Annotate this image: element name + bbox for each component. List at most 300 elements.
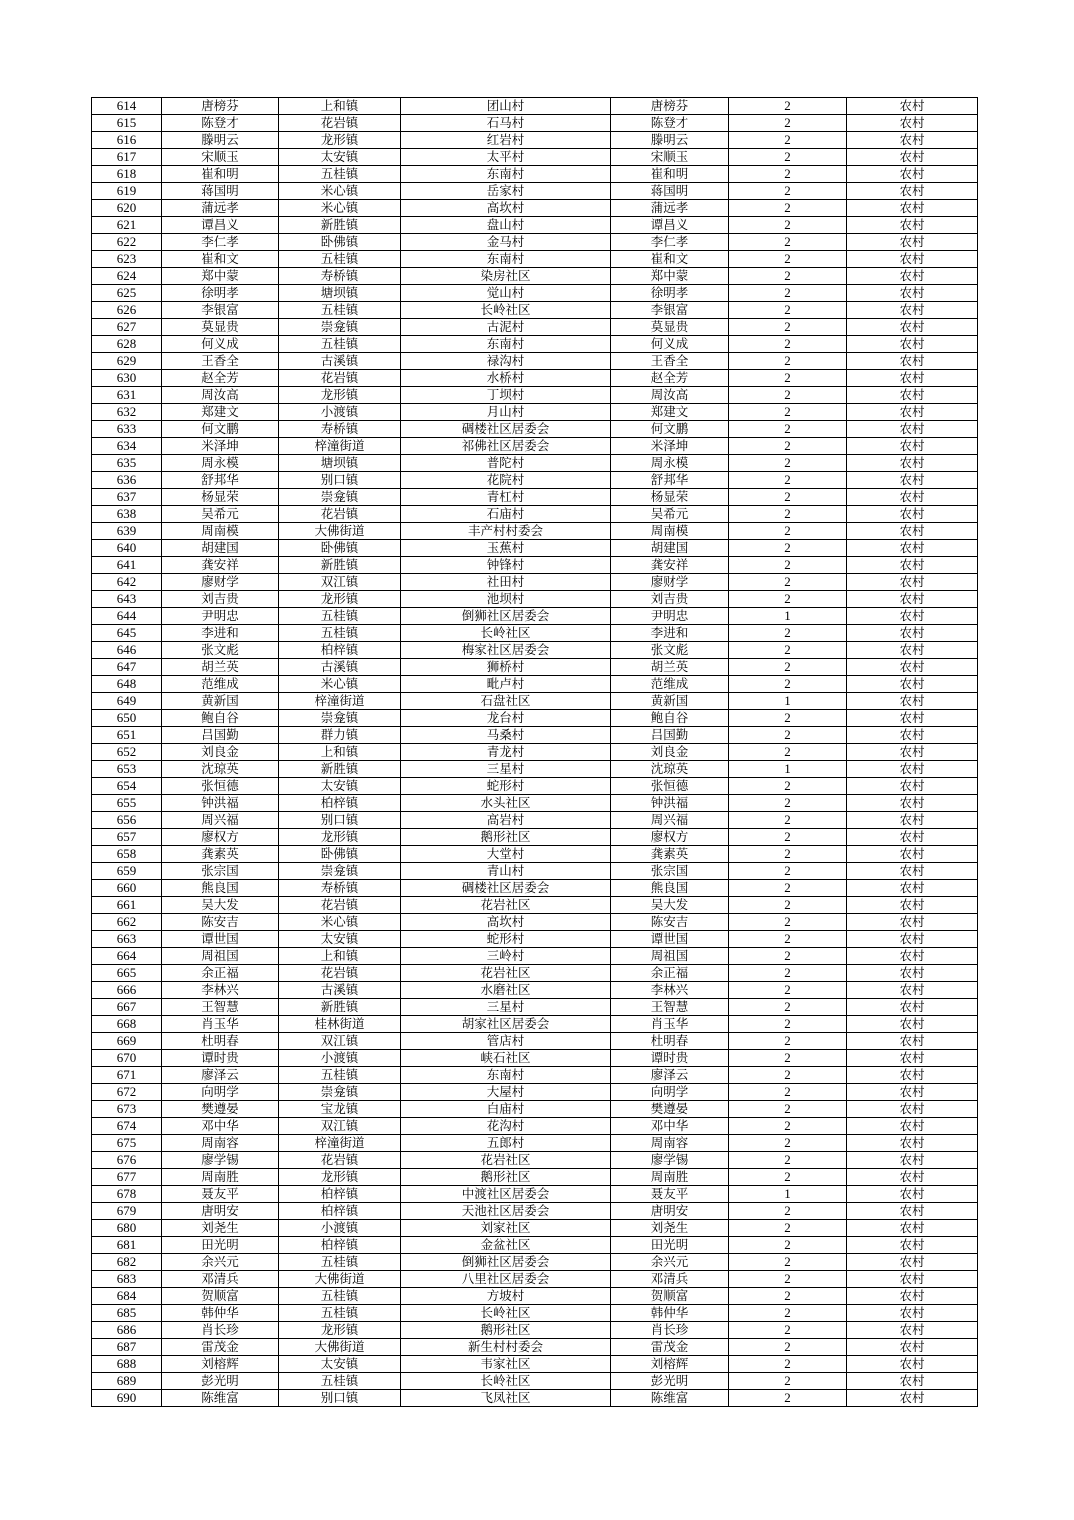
table-row: [92, 149, 978, 166]
count-cell: 2: [729, 1339, 847, 1356]
category-cell: 农村: [847, 1271, 978, 1288]
town-cell: 群力镇: [279, 727, 401, 744]
table-row: [92, 761, 978, 778]
row-number-cell: 677: [92, 1169, 162, 1186]
count-cell: 2: [729, 795, 847, 812]
applicant-name-cell: 陈登才: [162, 115, 279, 132]
count-cell: 2: [729, 642, 847, 659]
village-cell: 普陀村: [401, 455, 611, 472]
applicant-name-cell: 沈琼英: [162, 761, 279, 778]
row-number-cell: 647: [92, 659, 162, 676]
village-cell: 东南村: [401, 1067, 611, 1084]
town-cell: 古溪镇: [279, 982, 401, 999]
town-cell: 塘坝镇: [279, 285, 401, 302]
row-number-cell: 633: [92, 421, 162, 438]
category-cell: 农村: [847, 659, 978, 676]
category-cell: 农村: [847, 1390, 978, 1407]
village-cell: 石盘社区: [401, 693, 611, 710]
town-cell: 米心镇: [279, 183, 401, 200]
count-cell: 2: [729, 217, 847, 234]
applicant-name-cell: 周祖国: [162, 948, 279, 965]
category-cell: 农村: [847, 676, 978, 693]
town-cell: 宝龙镇: [279, 1101, 401, 1118]
table-row: [92, 1237, 978, 1254]
village-cell: 刘家社区: [401, 1220, 611, 1237]
row-number-cell: 672: [92, 1084, 162, 1101]
count-cell: 2: [729, 421, 847, 438]
village-cell: 长岭社区: [401, 1305, 611, 1322]
applicant-name-cell: 樊遵晏: [162, 1101, 279, 1118]
row-number-cell: 665: [92, 965, 162, 982]
applicant-name-cell: 范维成: [162, 676, 279, 693]
table-row: [92, 914, 978, 931]
payee-name-cell: 龚安祥: [611, 557, 729, 574]
payee-name-cell: 谭时贵: [611, 1050, 729, 1067]
applicant-name-cell: 刘良金: [162, 744, 279, 761]
category-cell: 农村: [847, 115, 978, 132]
town-cell: 太安镇: [279, 1356, 401, 1373]
table-row: [92, 676, 978, 693]
payee-name-cell: 邓中华: [611, 1118, 729, 1135]
applicant-name-cell: 吴大发: [162, 897, 279, 914]
town-cell: 花岩镇: [279, 965, 401, 982]
row-number-cell: 643: [92, 591, 162, 608]
row-number-cell: 629: [92, 353, 162, 370]
village-cell: 东南村: [401, 166, 611, 183]
row-number-cell: 654: [92, 778, 162, 795]
table-row: [92, 897, 978, 914]
category-cell: 农村: [847, 132, 978, 149]
row-number-cell: 648: [92, 676, 162, 693]
count-cell: 1: [729, 1186, 847, 1203]
village-cell: 天池社区居委会: [401, 1203, 611, 1220]
payee-name-cell: 周汝高: [611, 387, 729, 404]
town-cell: 五桂镇: [279, 1373, 401, 1390]
village-cell: 方坡村: [401, 1288, 611, 1305]
payee-name-cell: 陈安吉: [611, 914, 729, 931]
row-number-cell: 686: [92, 1322, 162, 1339]
village-cell: 金盆社区: [401, 1237, 611, 1254]
payee-name-cell: 黄新国: [611, 693, 729, 710]
category-cell: 农村: [847, 506, 978, 523]
category-cell: 农村: [847, 217, 978, 234]
row-number-cell: 641: [92, 557, 162, 574]
count-cell: 2: [729, 268, 847, 285]
category-cell: 农村: [847, 914, 978, 931]
applicant-name-cell: 周永模: [162, 455, 279, 472]
count-cell: 2: [729, 1356, 847, 1373]
town-cell: 柏梓镇: [279, 642, 401, 659]
village-cell: 鹅形社区: [401, 1322, 611, 1339]
category-cell: 农村: [847, 421, 978, 438]
table-row: [92, 812, 978, 829]
applicant-name-cell: 谭昌义: [162, 217, 279, 234]
town-cell: 五桂镇: [279, 1254, 401, 1271]
applicant-name-cell: 谭世国: [162, 931, 279, 948]
count-cell: 2: [729, 676, 847, 693]
table-row: [92, 217, 978, 234]
payee-name-cell: 刘榕辉: [611, 1356, 729, 1373]
table-row: [92, 1016, 978, 1033]
table-row: [92, 948, 978, 965]
table-row: [92, 1169, 978, 1186]
town-cell: 小渡镇: [279, 1050, 401, 1067]
village-cell: 水磨社区: [401, 982, 611, 999]
village-cell: 红岩村: [401, 132, 611, 149]
applicant-name-cell: 蒲远孝: [162, 200, 279, 217]
table-row: [92, 1288, 978, 1305]
category-cell: 农村: [847, 302, 978, 319]
row-number-cell: 675: [92, 1135, 162, 1152]
table-row: [92, 710, 978, 727]
table-row: [92, 982, 978, 999]
village-cell: 峡石社区: [401, 1050, 611, 1067]
category-cell: 农村: [847, 642, 978, 659]
category-cell: 农村: [847, 863, 978, 880]
table-row: [92, 965, 978, 982]
category-cell: 农村: [847, 1373, 978, 1390]
applicant-name-cell: 廖泽云: [162, 1067, 279, 1084]
table-row: [92, 540, 978, 557]
category-cell: 农村: [847, 965, 978, 982]
table-row: [92, 251, 978, 268]
row-number-cell: 658: [92, 846, 162, 863]
category-cell: 农村: [847, 1186, 978, 1203]
category-cell: 农村: [847, 710, 978, 727]
applicant-name-cell: 彭光明: [162, 1373, 279, 1390]
applicant-name-cell: 陈安吉: [162, 914, 279, 931]
category-cell: 农村: [847, 1203, 978, 1220]
count-cell: 2: [729, 914, 847, 931]
payee-name-cell: 米泽坤: [611, 438, 729, 455]
payee-name-cell: 谭昌义: [611, 217, 729, 234]
applicant-name-cell: 邓中华: [162, 1118, 279, 1135]
village-cell: 高岩村: [401, 812, 611, 829]
payee-name-cell: 胡建国: [611, 540, 729, 557]
row-number-cell: 667: [92, 999, 162, 1016]
row-number-cell: 649: [92, 693, 162, 710]
table-row: [92, 1033, 978, 1050]
count-cell: 2: [729, 472, 847, 489]
table-row: [92, 387, 978, 404]
table-row: [92, 1356, 978, 1373]
row-number-cell: 680: [92, 1220, 162, 1237]
village-cell: 碉楼社区居委会: [401, 880, 611, 897]
town-cell: 崇龛镇: [279, 489, 401, 506]
village-cell: 八里社区居委会: [401, 1271, 611, 1288]
village-cell: 倒狮社区居委会: [401, 608, 611, 625]
payee-name-cell: 邓清兵: [611, 1271, 729, 1288]
applicant-name-cell: 鲍自谷: [162, 710, 279, 727]
applicant-name-cell: 廖财学: [162, 574, 279, 591]
payee-name-cell: 余兴元: [611, 1254, 729, 1271]
count-cell: 2: [729, 1237, 847, 1254]
town-cell: 别口镇: [279, 1390, 401, 1407]
applicant-name-cell: 王香全: [162, 353, 279, 370]
applicant-name-cell: 龚安祥: [162, 557, 279, 574]
town-cell: 花岩镇: [279, 115, 401, 132]
table-row: [92, 523, 978, 540]
table-row: [92, 659, 978, 676]
count-cell: 2: [729, 353, 847, 370]
row-number-cell: 636: [92, 472, 162, 489]
payee-name-cell: 蒋国明: [611, 183, 729, 200]
town-cell: 龙形镇: [279, 387, 401, 404]
town-cell: 卧佛镇: [279, 234, 401, 251]
town-cell: 米心镇: [279, 676, 401, 693]
category-cell: 农村: [847, 795, 978, 812]
payee-name-cell: 王香全: [611, 353, 729, 370]
count-cell: 2: [729, 1033, 847, 1050]
count-cell: 2: [729, 965, 847, 982]
payee-name-cell: 吴希元: [611, 506, 729, 523]
applicant-name-cell: 何义成: [162, 336, 279, 353]
applicant-name-cell: 肖玉华: [162, 1016, 279, 1033]
town-cell: 上和镇: [279, 98, 401, 115]
payee-name-cell: 郑中蒙: [611, 268, 729, 285]
row-number-cell: 663: [92, 931, 162, 948]
count-cell: 2: [729, 336, 847, 353]
town-cell: 崇龛镇: [279, 319, 401, 336]
village-cell: 月山村: [401, 404, 611, 421]
town-cell: 桂林街道: [279, 1016, 401, 1033]
table-row: [92, 438, 978, 455]
town-cell: 米心镇: [279, 914, 401, 931]
table-row: [92, 846, 978, 863]
applicant-name-cell: 米泽坤: [162, 438, 279, 455]
payee-name-cell: 舒邦华: [611, 472, 729, 489]
category-cell: 农村: [847, 574, 978, 591]
applicant-name-cell: 吴希元: [162, 506, 279, 523]
category-cell: 农村: [847, 387, 978, 404]
town-cell: 古溪镇: [279, 659, 401, 676]
applicant-name-cell: 胡兰英: [162, 659, 279, 676]
village-cell: 花岩社区: [401, 965, 611, 982]
town-cell: 双江镇: [279, 1118, 401, 1135]
table-row: [92, 727, 978, 744]
applicant-name-cell: 余正福: [162, 965, 279, 982]
table-row: [92, 574, 978, 591]
town-cell: 崇龛镇: [279, 863, 401, 880]
category-cell: 农村: [847, 438, 978, 455]
category-cell: 农村: [847, 761, 978, 778]
town-cell: 五桂镇: [279, 302, 401, 319]
count-cell: 2: [729, 404, 847, 421]
row-number-cell: 640: [92, 540, 162, 557]
table-row: [92, 234, 978, 251]
row-number-cell: 628: [92, 336, 162, 353]
count-cell: 2: [729, 1084, 847, 1101]
count-cell: 2: [729, 1254, 847, 1271]
count-cell: 2: [729, 1067, 847, 1084]
table-row: [92, 302, 978, 319]
payee-name-cell: 杨显荣: [611, 489, 729, 506]
village-cell: 丁坝村: [401, 387, 611, 404]
applicant-name-cell: 周南胜: [162, 1169, 279, 1186]
applicant-name-cell: 熊良国: [162, 880, 279, 897]
payee-name-cell: 谭世国: [611, 931, 729, 948]
table-row: [92, 1220, 978, 1237]
table-row: [92, 744, 978, 761]
town-cell: 花岩镇: [279, 897, 401, 914]
count-cell: 2: [729, 438, 847, 455]
applicant-name-cell: 雷茂金: [162, 1339, 279, 1356]
count-cell: 2: [729, 931, 847, 948]
row-number-cell: 627: [92, 319, 162, 336]
payee-name-cell: 廖权方: [611, 829, 729, 846]
town-cell: 五桂镇: [279, 1067, 401, 1084]
payee-name-cell: 赵全芳: [611, 370, 729, 387]
table-row: [92, 1050, 978, 1067]
table-row: [92, 931, 978, 948]
applicant-name-cell: 张文彪: [162, 642, 279, 659]
town-cell: 梓潼街道: [279, 438, 401, 455]
count-cell: 2: [729, 659, 847, 676]
row-number-cell: 637: [92, 489, 162, 506]
row-number-cell: 683: [92, 1271, 162, 1288]
payee-name-cell: 陈登才: [611, 115, 729, 132]
count-cell: 2: [729, 149, 847, 166]
count-cell: 2: [729, 897, 847, 914]
town-cell: 龙形镇: [279, 132, 401, 149]
applicant-name-cell: 李林兴: [162, 982, 279, 999]
row-number-cell: 662: [92, 914, 162, 931]
payee-name-cell: 肖玉华: [611, 1016, 729, 1033]
applicant-name-cell: 刘尧生: [162, 1220, 279, 1237]
village-cell: 钟锋村: [401, 557, 611, 574]
village-cell: 染房社区: [401, 268, 611, 285]
category-cell: 农村: [847, 693, 978, 710]
town-cell: 龙形镇: [279, 591, 401, 608]
category-cell: 农村: [847, 1237, 978, 1254]
payee-name-cell: 滕明云: [611, 132, 729, 149]
table-row: [92, 353, 978, 370]
village-cell: 水头社区: [401, 795, 611, 812]
category-cell: 农村: [847, 931, 978, 948]
table-row: [92, 1271, 978, 1288]
applicant-name-cell: 赵全芳: [162, 370, 279, 387]
payee-name-cell: 周南模: [611, 523, 729, 540]
table-row: [92, 1339, 978, 1356]
payee-name-cell: 向明学: [611, 1084, 729, 1101]
village-cell: 祁佛社区居委会: [401, 438, 611, 455]
town-cell: 花岩镇: [279, 1152, 401, 1169]
applicant-name-cell: 韩仲华: [162, 1305, 279, 1322]
row-number-cell: 656: [92, 812, 162, 829]
village-cell: 花沟村: [401, 1118, 611, 1135]
table-row: [92, 1118, 978, 1135]
village-cell: 岳家村: [401, 183, 611, 200]
register-table: [91, 97, 978, 1407]
payee-name-cell: 刘吉贵: [611, 591, 729, 608]
row-number-cell: 668: [92, 1016, 162, 1033]
count-cell: 2: [729, 200, 847, 217]
applicant-name-cell: 李仁孝: [162, 234, 279, 251]
category-cell: 农村: [847, 727, 978, 744]
count-cell: 2: [729, 727, 847, 744]
payee-name-cell: 廖学锡: [611, 1152, 729, 1169]
payee-name-cell: 聂友平: [611, 1186, 729, 1203]
payee-name-cell: 刘尧生: [611, 1220, 729, 1237]
row-number-cell: 616: [92, 132, 162, 149]
payee-name-cell: 郑建文: [611, 404, 729, 421]
row-number-cell: 625: [92, 285, 162, 302]
payee-name-cell: 熊良国: [611, 880, 729, 897]
count-cell: 2: [729, 1101, 847, 1118]
village-cell: 石马村: [401, 115, 611, 132]
village-cell: 长岭社区: [401, 1373, 611, 1390]
village-cell: 中渡社区居委会: [401, 1186, 611, 1203]
table-body: [92, 98, 978, 1407]
town-cell: 大佛街道: [279, 1271, 401, 1288]
table-row: [92, 421, 978, 438]
row-number-cell: 614: [92, 98, 162, 115]
count-cell: 2: [729, 387, 847, 404]
table-row: [92, 625, 978, 642]
table-row: [92, 1373, 978, 1390]
applicant-name-cell: 廖权方: [162, 829, 279, 846]
count-cell: 2: [729, 1050, 847, 1067]
row-number-cell: 659: [92, 863, 162, 880]
applicant-name-cell: 何文鹏: [162, 421, 279, 438]
row-number-cell: 678: [92, 1186, 162, 1203]
payee-name-cell: 何义成: [611, 336, 729, 353]
village-cell: 碉楼社区居委会: [401, 421, 611, 438]
village-cell: 白庙村: [401, 1101, 611, 1118]
town-cell: 双江镇: [279, 1033, 401, 1050]
payee-name-cell: 王智慧: [611, 999, 729, 1016]
category-cell: 农村: [847, 268, 978, 285]
category-cell: 农村: [847, 591, 978, 608]
applicant-name-cell: 吕国勤: [162, 727, 279, 744]
applicant-name-cell: 王智慧: [162, 999, 279, 1016]
town-cell: 五桂镇: [279, 608, 401, 625]
count-cell: 2: [729, 183, 847, 200]
table-row: [92, 880, 978, 897]
category-cell: 农村: [847, 183, 978, 200]
table-row: [92, 863, 978, 880]
category-cell: 农村: [847, 1254, 978, 1271]
town-cell: 柏梓镇: [279, 1203, 401, 1220]
village-cell: 鹅形社区: [401, 829, 611, 846]
row-number-cell: 635: [92, 455, 162, 472]
category-cell: 农村: [847, 149, 978, 166]
count-cell: 2: [729, 523, 847, 540]
applicant-name-cell: 崔和明: [162, 166, 279, 183]
row-number-cell: 646: [92, 642, 162, 659]
category-cell: 农村: [847, 1033, 978, 1050]
village-cell: 大屋村: [401, 1084, 611, 1101]
payee-name-cell: 吴大发: [611, 897, 729, 914]
row-number-cell: 645: [92, 625, 162, 642]
village-cell: 大堂村: [401, 846, 611, 863]
count-cell: 2: [729, 846, 847, 863]
applicant-name-cell: 杨显荣: [162, 489, 279, 506]
category-cell: 农村: [847, 1152, 978, 1169]
payee-name-cell: 胡兰英: [611, 659, 729, 676]
town-cell: 新胜镇: [279, 761, 401, 778]
village-cell: 狮桥村: [401, 659, 611, 676]
table-row: [92, 1305, 978, 1322]
town-cell: 双江镇: [279, 574, 401, 591]
payee-name-cell: 樊遵晏: [611, 1101, 729, 1118]
payee-name-cell: 李进和: [611, 625, 729, 642]
table-row: [92, 1152, 978, 1169]
count-cell: 2: [729, 812, 847, 829]
applicant-name-cell: 莫显贵: [162, 319, 279, 336]
town-cell: 上和镇: [279, 744, 401, 761]
payee-name-cell: 吕国勤: [611, 727, 729, 744]
